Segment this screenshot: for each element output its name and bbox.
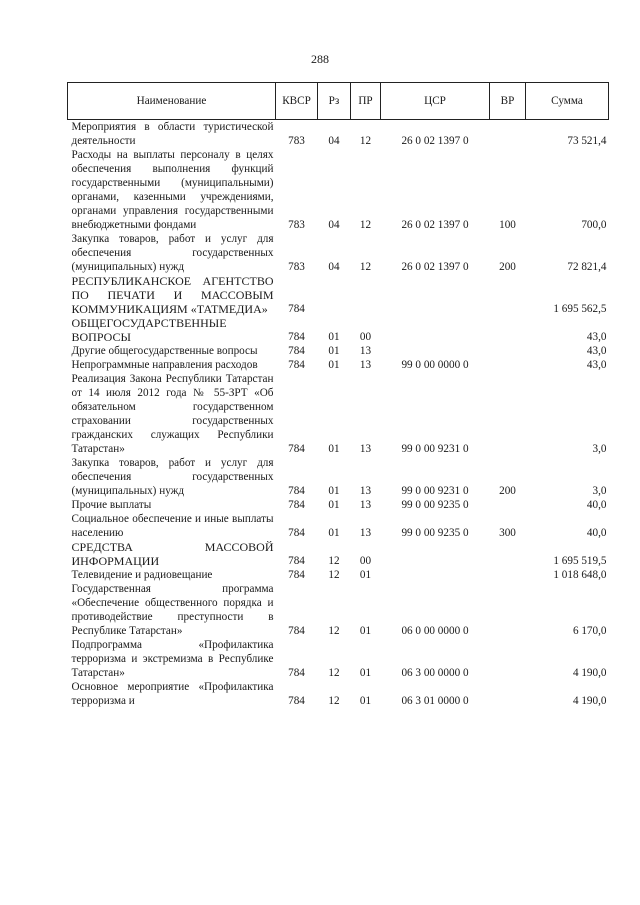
cell-sum: 43,0 — [586, 331, 607, 343]
cell-name: Мероприятия в области туристической деятельности — [71, 121, 274, 147]
cell-name: Другие общегосударственные вопросы — [71, 345, 258, 357]
table-row — [68, 582, 609, 638]
cell-sum: 43,0 — [586, 359, 607, 371]
cell-kvsr: 784 — [288, 695, 305, 707]
table-row — [68, 148, 609, 232]
table-row — [68, 372, 609, 456]
cell-rz: 01 — [328, 345, 340, 357]
table-row — [68, 358, 609, 372]
cell-csr: 99 0 00 9235 0 — [401, 527, 469, 539]
cell-pr: 01 — [359, 695, 372, 707]
header-vr: ВР — [490, 83, 526, 120]
cell-name: Закупка товаров, работ и услуг для обеспечения государственных (муниципальных) нужд — [71, 233, 274, 273]
table-row — [68, 232, 609, 274]
cell-sum: 3,0 — [592, 443, 607, 455]
cell-pr: 12 — [359, 135, 372, 147]
cell-sum: 1 018 648,0 — [553, 569, 607, 581]
cell-csr: 06 3 01 0000 0 — [401, 695, 469, 707]
cell-rz: 12 — [328, 625, 340, 637]
cell-csr: 26 0 02 1397 0 — [401, 135, 469, 147]
cell-vr — [490, 120, 526, 149]
cell-pr: 00 — [359, 331, 372, 343]
cell-rz: 04 — [328, 219, 340, 231]
cell-kvsr: 783 — [288, 261, 305, 273]
cell-pr: 13 — [359, 485, 372, 497]
cell-vr — [490, 638, 526, 680]
table-header — [68, 83, 609, 120]
cell-rz: 04 — [328, 135, 340, 147]
cell-pr: 13 — [359, 443, 372, 455]
cell-name: Государственная программа «Обеспечение общественного порядка и противодействие преступности в Республике Татарстан» — [71, 583, 274, 637]
cell-rz: 01 — [328, 527, 340, 539]
cell-rz: 01 — [328, 485, 340, 497]
cell-kvsr: 784 — [288, 359, 305, 371]
cell-kvsr: 784 — [288, 667, 305, 679]
cell-vr — [490, 680, 526, 708]
cell-pr: 13 — [359, 527, 372, 539]
header-rz: Рз — [318, 83, 351, 120]
cell-sum: 73 521,4 — [567, 135, 607, 147]
cell-csr: 06 0 00 0000 0 — [401, 625, 469, 637]
cell-kvsr: 784 — [288, 331, 305, 343]
cell-kvsr: 784 — [288, 345, 305, 357]
cell-vr: 100 — [499, 219, 516, 231]
cell-vr — [490, 274, 526, 316]
header-kvsr: КВСР — [276, 83, 318, 120]
cell-csr — [381, 274, 490, 316]
cell-vr — [490, 358, 526, 372]
cell-name: РЕСПУБЛИКАНСКОЕ АГЕНТСТВО ПО ПЕЧАТИ И МАССОВЫМ КОММУНИКАЦИЯМ «ТАТМЕДИА» — [71, 274, 274, 316]
table-row — [68, 274, 609, 316]
cell-vr — [490, 344, 526, 358]
cell-sum: 4 190,0 — [572, 667, 607, 679]
cell-vr — [490, 498, 526, 512]
cell-csr: 26 0 02 1397 0 — [401, 219, 469, 231]
table-row — [68, 456, 609, 498]
table-row — [68, 540, 609, 568]
cell-vr: 300 — [499, 527, 516, 539]
cell-vr: 200 — [499, 485, 516, 497]
cell-pr: 01 — [359, 625, 372, 637]
cell-name: Непрограммные направления расходов — [71, 359, 258, 371]
table-row — [68, 680, 609, 708]
cell-name: Реализация Закона Республики Татарстан от 14 июля 2012 года № 55-ЗРТ «Об обязательном государственном страховании государственных гражданских служащих Республики Татарстан» — [71, 373, 274, 455]
table-row — [68, 638, 609, 680]
table-body — [68, 120, 609, 709]
cell-rz: 01 — [328, 359, 340, 371]
cell-sum: 6 170,0 — [572, 625, 607, 637]
cell-csr: 99 0 00 9231 0 — [401, 443, 469, 455]
cell-name: Основное мероприятие «Профилактика терроризма и — [71, 681, 274, 707]
cell-csr: 99 0 00 9235 0 — [401, 499, 469, 511]
table-row — [68, 344, 609, 358]
cell-pr: 01 — [359, 569, 372, 581]
cell-pr: 12 — [359, 261, 372, 273]
cell-pr — [351, 274, 381, 316]
cell-rz: 01 — [328, 499, 340, 511]
cell-sum: 4 190,0 — [572, 695, 607, 707]
cell-csr: 06 3 00 0000 0 — [401, 667, 469, 679]
cell-rz: 01 — [328, 331, 340, 343]
cell-kvsr: 784 — [288, 499, 305, 511]
cell-pr: 12 — [359, 219, 372, 231]
cell-vr — [490, 540, 526, 568]
cell-csr — [381, 316, 490, 344]
cell-kvsr: 784 — [288, 625, 305, 637]
cell-name: Расходы на выплаты персоналу в целях обеспечения выполнения функций государственными (муниципальными) органами, казенными учреждениями, органами управления государственными внебюджетными фондами — [71, 149, 274, 231]
cell-rz — [318, 274, 351, 316]
cell-sum: 40,0 — [586, 527, 607, 539]
header-csr: ЦСР — [381, 83, 490, 120]
cell-name: Социальное обеспечение и иные выплаты населению — [71, 513, 274, 539]
cell-vr — [490, 316, 526, 344]
cell-csr: 99 0 00 9231 0 — [401, 485, 469, 497]
cell-vr — [490, 568, 526, 582]
cell-name: Подпрограмма «Профилактика терроризма и экстремизма в Республике Татарстан» — [71, 639, 274, 679]
cell-csr: 26 0 02 1397 0 — [401, 261, 469, 273]
cell-sum: 1 695 519,5 — [553, 555, 607, 567]
table-row — [68, 512, 609, 540]
table-row — [68, 120, 609, 149]
cell-name: СРЕДСТВА МАССОВОЙ ИНФОРМАЦИИ — [71, 540, 274, 568]
cell-vr: 200 — [499, 261, 516, 273]
cell-rz: 12 — [328, 555, 340, 567]
cell-sum: 1 695 562,5 — [553, 303, 607, 315]
header-name: Наименование — [68, 83, 276, 120]
cell-kvsr: 784 — [288, 569, 305, 581]
table-row — [68, 568, 609, 582]
table-row — [68, 316, 609, 344]
cell-sum: 40,0 — [586, 499, 607, 511]
cell-pr: 13 — [359, 345, 372, 357]
cell-kvsr: 784 — [288, 443, 305, 455]
cell-pr: 13 — [359, 359, 372, 371]
cell-rz: 04 — [328, 261, 340, 273]
cell-csr — [381, 540, 490, 568]
cell-pr: 00 — [359, 555, 372, 567]
cell-kvsr: 784 — [288, 485, 305, 497]
cell-rz: 01 — [328, 443, 340, 455]
cell-sum: 43,0 — [586, 345, 607, 357]
cell-name: ОБЩЕГОСУДАРСТВЕННЫЕ ВОПРОСЫ — [71, 316, 227, 344]
cell-name: Закупка товаров, работ и услуг для обеспечения государственных (муниципальных) нужд — [71, 457, 274, 497]
cell-kvsr: 784 — [288, 303, 305, 315]
cell-csr — [381, 344, 490, 358]
cell-rz: 12 — [328, 667, 340, 679]
header-sum: Сумма — [526, 83, 609, 120]
header-pr: ПР — [351, 83, 381, 120]
page-number: 288 — [311, 52, 329, 66]
cell-pr: 01 — [359, 667, 372, 679]
cell-name: Прочие выплаты — [71, 499, 152, 511]
table-row — [68, 498, 609, 512]
cell-kvsr: 784 — [288, 555, 305, 567]
cell-csr — [381, 568, 490, 582]
cell-rz: 12 — [328, 695, 340, 707]
cell-csr: 99 0 00 0000 0 — [401, 359, 469, 371]
cell-sum: 72 821,4 — [567, 261, 607, 273]
cell-kvsr: 783 — [288, 135, 305, 147]
cell-pr: 13 — [359, 499, 372, 511]
cell-sum: 3,0 — [592, 485, 607, 497]
cell-kvsr: 783 — [288, 219, 305, 231]
cell-sum: 700,0 — [581, 219, 607, 231]
cell-name: Телевидение и радиовещание — [71, 569, 213, 581]
cell-kvsr: 784 — [288, 527, 305, 539]
cell-vr — [490, 582, 526, 638]
cell-rz: 12 — [328, 569, 340, 581]
cell-vr — [490, 372, 526, 456]
budget-table — [67, 82, 609, 708]
